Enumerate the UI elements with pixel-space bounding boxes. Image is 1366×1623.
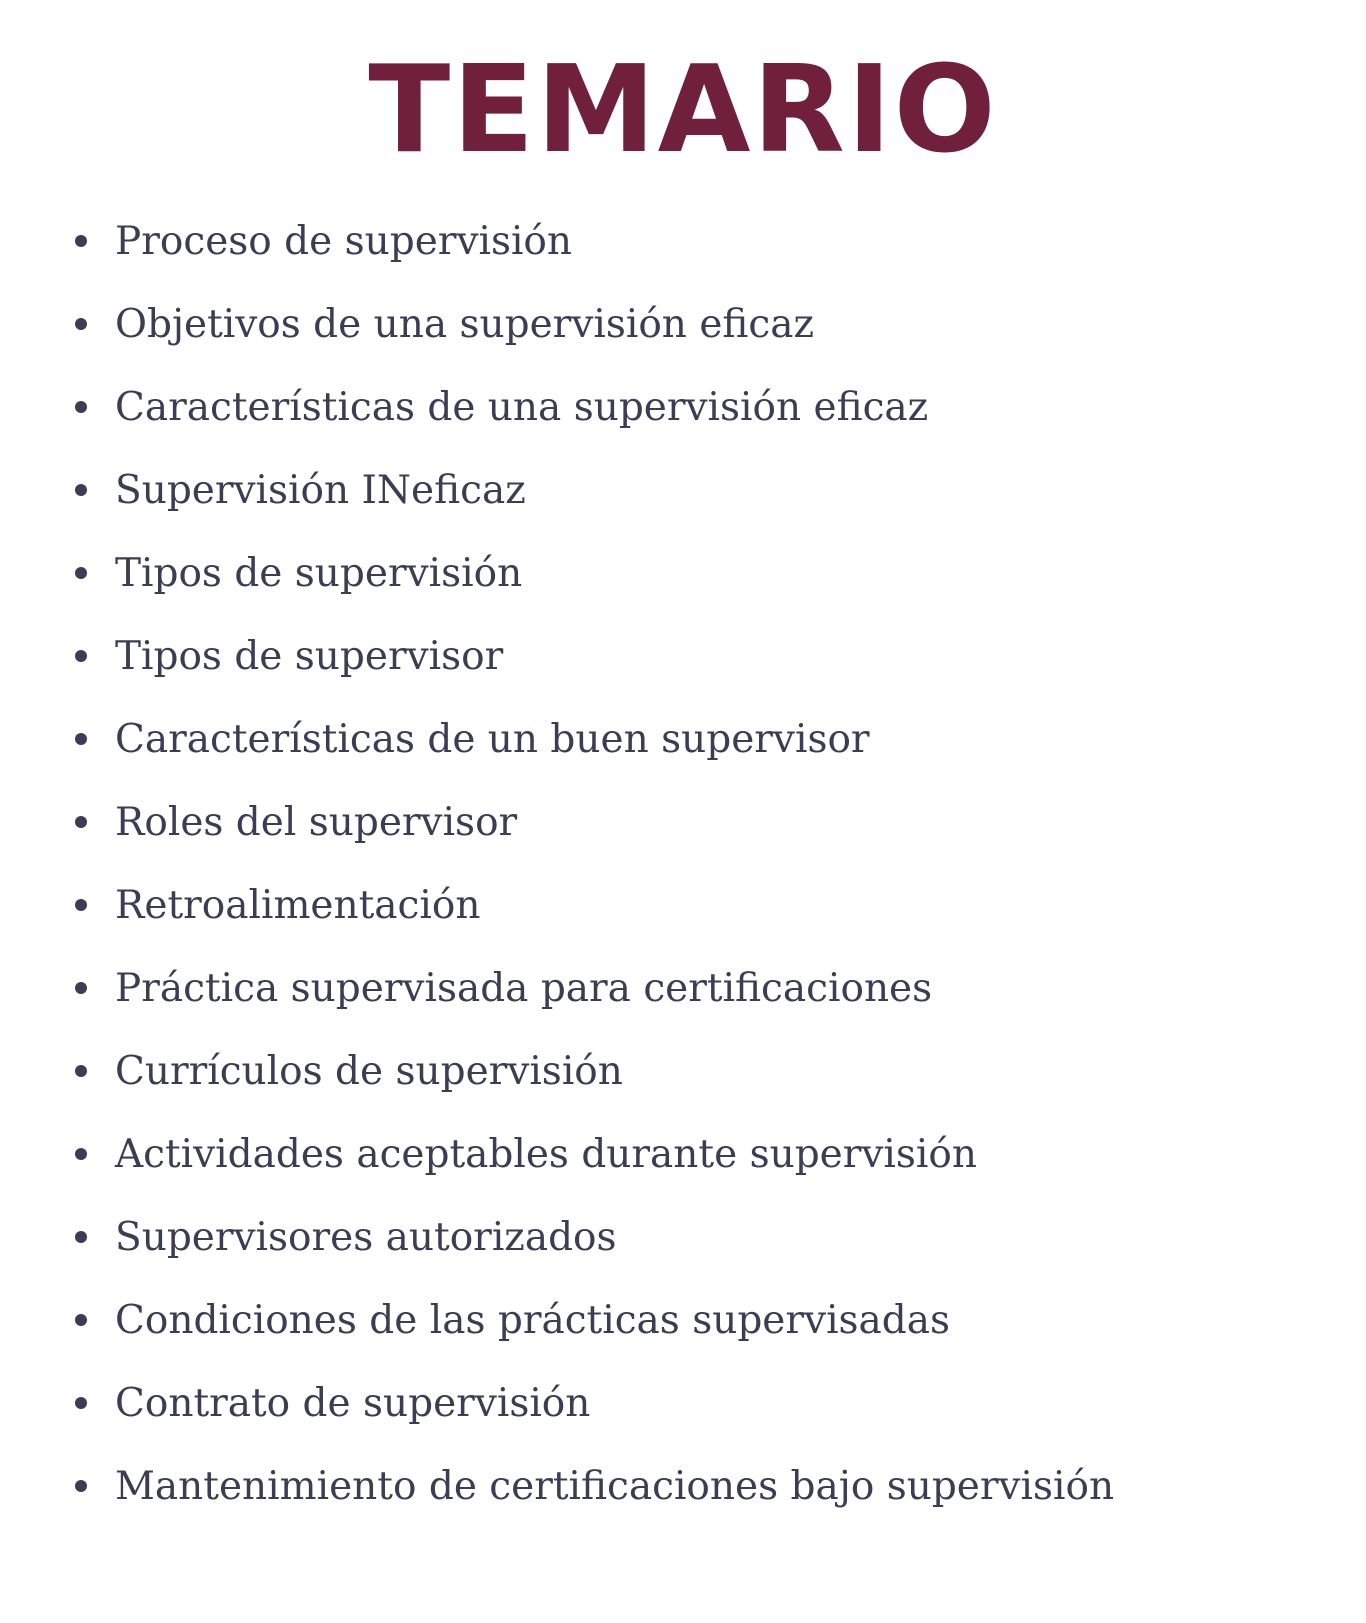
list-item-text: Roles del supervisor — [115, 800, 518, 845]
bullet-icon — [75, 1480, 87, 1492]
bullet-icon — [75, 982, 87, 994]
list-item-text: Características de una supervisión eficaz — [115, 385, 929, 430]
bullet-icon — [75, 1314, 87, 1326]
bullet-icon — [75, 235, 87, 247]
bullet-icon — [75, 1397, 87, 1409]
list-item-text: Tipos de supervisor — [115, 634, 504, 679]
list-item-text: Contrato de supervisión — [115, 1381, 591, 1426]
bullet-icon — [75, 899, 87, 911]
list-item-text: Condiciones de las prácticas supervisadas — [115, 1298, 951, 1343]
bullet-icon — [75, 484, 87, 496]
list-item-text: Retroalimentación — [115, 883, 481, 928]
list-item-text: Práctica supervisada para certificaciones — [115, 966, 933, 1011]
bullet-icon — [75, 401, 87, 413]
list-item-text: Supervisores autorizados — [115, 1215, 617, 1260]
list-item-text: Características de un buen supervisor — [115, 717, 870, 762]
list-item-text: Currículos de supervisión — [115, 1049, 623, 1094]
list-item-text: Proceso de supervisión — [115, 219, 573, 264]
list-item-text: Tipos de supervisión — [115, 551, 523, 596]
list-item-text: Supervisión INeficaz — [115, 468, 526, 513]
list-item-text: Objetivos de una supervisión eficaz — [115, 302, 815, 347]
bullet-icon — [75, 1231, 87, 1243]
bullet-icon — [75, 816, 87, 828]
bullet-icon — [75, 733, 87, 745]
page-title: TEMARIO — [368, 41, 998, 180]
bullet-icon — [75, 1148, 87, 1160]
list-item-text: Mantenimiento de certificaciones bajo supervisión — [115, 1464, 1115, 1509]
bullet-icon — [75, 650, 87, 662]
list-item-text: Actividades aceptables durante supervisión — [115, 1132, 977, 1177]
bullet-icon — [75, 567, 87, 579]
bullet-icon — [75, 1065, 87, 1077]
bullet-icon — [75, 318, 87, 330]
